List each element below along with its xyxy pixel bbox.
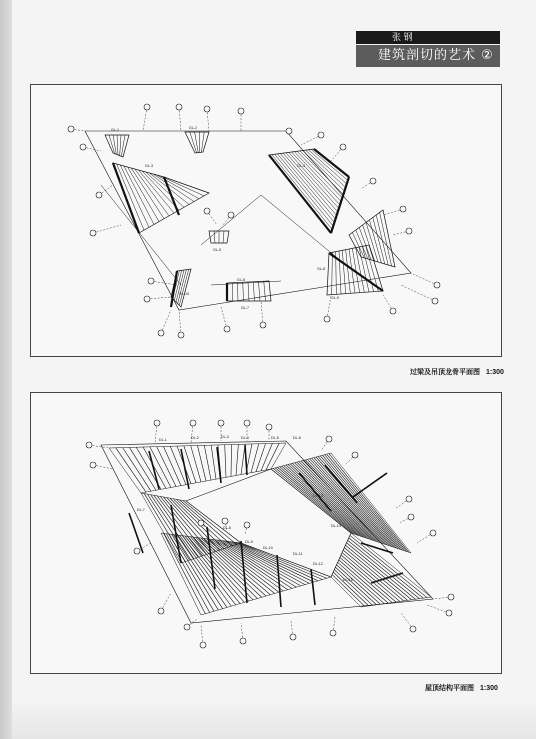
joist-line — [369, 220, 381, 263]
grid-axis-bubble — [330, 630, 336, 636]
grid-axis-bubble-leader — [401, 285, 435, 301]
joist-line — [297, 151, 342, 198]
joist-line — [280, 154, 335, 220]
grid-axis-bubble-leader — [427, 605, 449, 613]
grid-axis-bubble — [178, 332, 184, 338]
figure-1-scale: 1:300 — [486, 369, 504, 376]
beam-label: GL-6 — [237, 278, 245, 282]
grid-axis-bubble — [244, 420, 250, 426]
roof-beam — [353, 473, 387, 497]
joist-line — [214, 231, 215, 243]
beam-label: DL-11 — [293, 552, 303, 556]
girder-beam — [164, 177, 179, 215]
grid-axis-bubble — [390, 308, 396, 314]
author-tab: 张 钢 — [356, 31, 500, 44]
joist-line — [178, 270, 187, 304]
grid-axis-bubble — [406, 228, 412, 234]
joist-line — [259, 282, 261, 302]
grid-axis-bubble — [134, 548, 140, 554]
grid-axis-bubble-leader — [207, 109, 209, 131]
rafter-line — [116, 448, 146, 492]
rafter-line — [204, 445, 211, 480]
beam-label: DL-10 — [263, 546, 273, 550]
rafter-line — [177, 535, 227, 607]
beam-label: DL-9 — [245, 540, 253, 544]
beam-label: DL-13 — [313, 494, 323, 498]
girder-beam — [329, 253, 383, 291]
grid-axis-bubble — [244, 522, 250, 528]
grid-axis-bubble — [200, 642, 206, 648]
beam-label: DL-15 — [343, 578, 353, 582]
grid-axis-bubble — [370, 178, 376, 184]
grid-axis-bubble-leader — [301, 135, 321, 145]
grid-axis-bubble — [224, 326, 230, 332]
grid-axis-bubble-leader — [179, 310, 181, 335]
beam-label: DL-8 — [223, 526, 231, 530]
grid-axis-bubble — [290, 634, 296, 640]
roof-beam — [149, 451, 159, 489]
beam-label: DL-2 — [191, 436, 199, 440]
grid-axis-bubble — [266, 424, 272, 430]
grid-axis-bubble — [340, 144, 346, 150]
roof-structure-plan-drawing — [31, 393, 501, 673]
grid-axis-bubble — [204, 106, 210, 112]
joist-line — [113, 135, 116, 154]
girder-beam — [113, 163, 139, 233]
joist-zone-3 — [113, 163, 209, 233]
beam-label: DL-6 — [293, 436, 301, 440]
grid-axis-bubble-leader — [93, 225, 121, 233]
grid-axis-bubble-leader — [411, 273, 437, 285]
chapter-title: 建筑剖切的艺术 ② — [356, 45, 500, 67]
joist-line — [339, 251, 341, 294]
grid-axis-bubble — [158, 330, 164, 336]
beam-label: GL-4 — [297, 164, 305, 168]
rafter-line — [236, 444, 238, 475]
beam-label: GL-2 — [189, 126, 197, 130]
beam-label: DL-4 — [241, 436, 249, 440]
joist-zone-4 — [269, 149, 349, 233]
grid-axis-bubble — [446, 610, 452, 616]
inner-edge — [211, 281, 281, 285]
grid-axis-bubble — [204, 208, 210, 214]
figure-1-caption — [410, 367, 504, 377]
grid-axis-bubble — [260, 322, 266, 328]
grid-axis-bubble — [406, 496, 412, 502]
grid-axis-bubble — [448, 594, 454, 600]
grid-axis-bubble — [68, 126, 74, 132]
beam-label: GL-1 — [111, 128, 119, 132]
rafter-line — [198, 446, 207, 482]
beam-label: GL-5 — [213, 248, 221, 252]
joist-line — [120, 135, 121, 156]
beam-label: GL-8 — [317, 267, 325, 271]
grid-axis-bubble — [198, 520, 204, 526]
rafter-line — [261, 443, 272, 470]
page-bottom-margin — [12, 700, 536, 739]
joist-line — [264, 281, 266, 301]
rafter-line — [129, 447, 156, 490]
grid-axis-bubble — [240, 638, 246, 644]
joist-line — [300, 151, 343, 195]
joist-line — [248, 282, 249, 301]
grid-axis-bubble — [432, 298, 438, 304]
grid-axis-bubble — [352, 452, 358, 458]
roof-beam — [217, 447, 221, 483]
grid-axis-bubble-leader — [261, 301, 263, 325]
rafter-line — [147, 494, 189, 560]
grid-axis-bubble — [400, 206, 406, 212]
grid-axis-bubble — [238, 108, 244, 114]
joist-line — [342, 250, 345, 293]
grid-axis-bubble — [218, 420, 224, 426]
joist-line — [346, 250, 351, 294]
joist-zone-5 — [349, 210, 395, 267]
grid-axis-bubble — [144, 296, 150, 302]
grid-axis-bubble — [222, 518, 228, 524]
beam-label: DL-5 — [271, 436, 279, 440]
rafter-line — [251, 444, 259, 473]
grid-axis-bubble — [148, 278, 154, 284]
grid-axis-bubble — [80, 144, 86, 150]
roof-beam — [311, 569, 315, 605]
grid-axis-bubble-leader — [221, 307, 227, 329]
grid-axis-bubble — [410, 626, 416, 632]
grid-axis-bubble — [228, 212, 234, 218]
grid-axis-bubble — [176, 104, 182, 110]
roof-beam — [245, 445, 247, 475]
rafter-line — [334, 570, 372, 606]
grid-axis-bubble-leader — [147, 297, 171, 299]
grid-axis-bubble-leader — [143, 107, 147, 131]
grid-axis-bubble — [286, 128, 292, 134]
joist-line — [356, 248, 365, 293]
joist-line — [332, 252, 333, 294]
figure-1-panel — [30, 84, 502, 357]
beam-label: DL-12 — [313, 562, 323, 566]
rafter-line — [231, 445, 232, 477]
inner-edge — [101, 185, 181, 285]
grid-axis-bubble — [324, 316, 330, 322]
grid-axis-bubble — [408, 514, 414, 520]
beam-label: GL-3 — [145, 164, 153, 168]
grid-axis-bubble — [96, 192, 102, 198]
joist-line — [195, 132, 199, 153]
beam-ceiling-plan-drawing — [31, 85, 501, 356]
figure-2-caption — [425, 683, 498, 693]
rafter-line — [169, 534, 214, 611]
joist-line — [223, 231, 224, 243]
roof-beam — [129, 513, 143, 553]
grid-axis-bubble — [90, 462, 96, 468]
grid-axis-bubble — [434, 282, 440, 288]
figure-1-caption-text: 过梁及吊顶龙骨平面图 — [410, 368, 480, 376]
beam-label: DL-1 — [159, 438, 167, 442]
rafter-line — [345, 545, 411, 600]
grid-axis-bubble — [190, 420, 196, 426]
inner-edge — [261, 195, 341, 261]
figure-2-scale: 1:300 — [480, 685, 498, 692]
grid-axis-bubble — [318, 132, 324, 138]
grid-axis-bubble-leader — [179, 107, 181, 131]
beam-label: DL-7 — [137, 508, 145, 512]
beam-label: GL-9 — [331, 296, 339, 300]
joist-line — [243, 282, 244, 301]
rafter-line — [184, 446, 196, 483]
rafter-line — [225, 445, 226, 478]
joist-zone-2 — [185, 132, 209, 153]
grid-axis-bubble — [158, 608, 164, 614]
joist-line — [121, 135, 125, 156]
grid-axis-bubble-leader — [161, 310, 171, 333]
grid-axis-bubble — [430, 530, 436, 536]
grid-axis-bubble — [154, 420, 160, 426]
grid-axis-bubble — [184, 624, 190, 630]
figure-2-caption-text: 屋顶结构平面图 — [425, 684, 474, 692]
joist-line — [117, 135, 118, 155]
beam-label: DL-3 — [221, 435, 229, 439]
rafter-line — [337, 565, 381, 604]
beam-label: GL-7 — [241, 306, 249, 310]
grid-axis-bubble — [90, 230, 96, 236]
rafter-line — [211, 445, 216, 479]
grid-axis-bubble — [144, 104, 150, 110]
joist-line — [376, 215, 388, 265]
beam-label: DL-14 — [331, 524, 341, 528]
rafter-line — [143, 447, 166, 488]
beam-label: GL-10 — [179, 292, 189, 296]
rafter-line — [191, 446, 201, 482]
figure-2-panel — [30, 392, 502, 674]
joist-line — [238, 283, 239, 302]
grid-axis-bubble — [86, 442, 92, 448]
grid-axis-bubble — [326, 436, 332, 442]
